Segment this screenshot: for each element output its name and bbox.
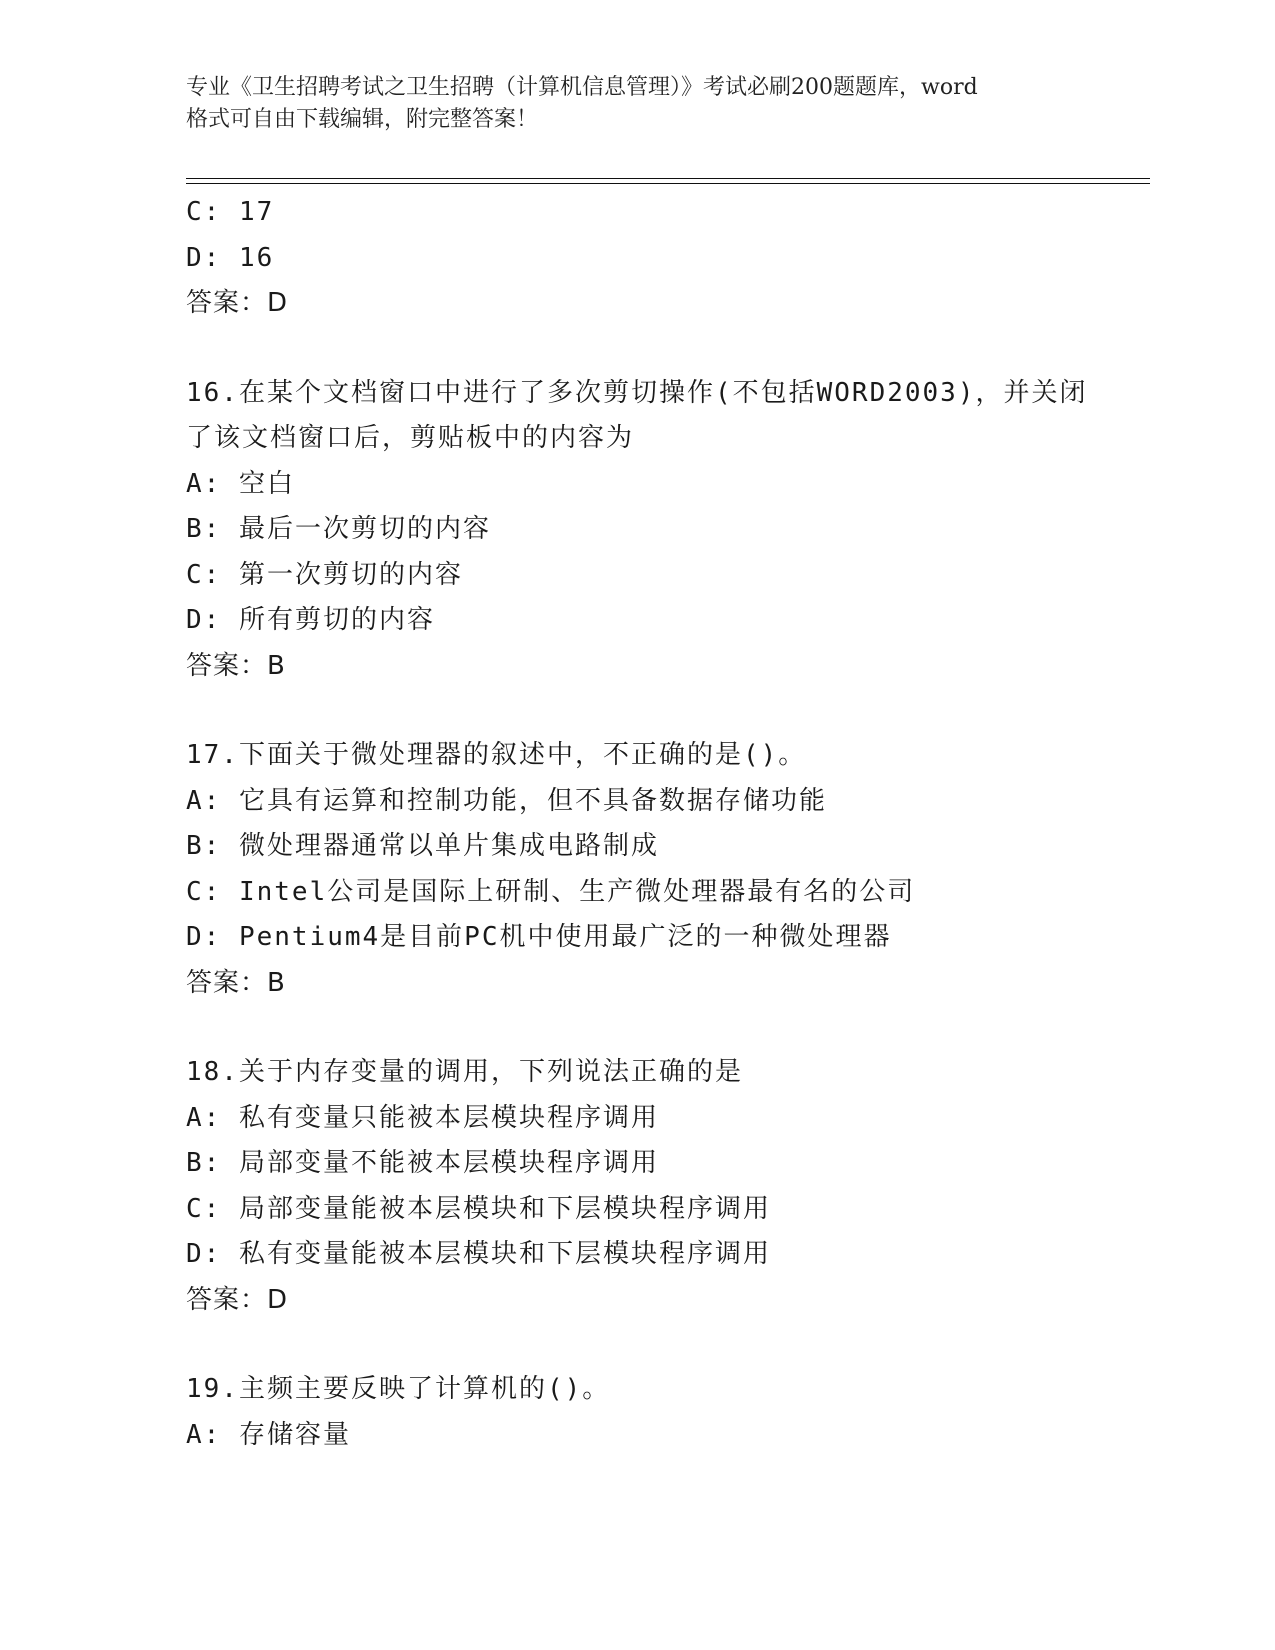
option-b: B: 微处理器通常以单片集成电路制成 — [186, 831, 659, 861]
question-text: 18.关于内存变量的调用，下列说法正确的是 — [186, 1057, 743, 1087]
option-c: C: Intel公司是国际上研制、生产微处理器最有名的公司 — [186, 876, 916, 907]
question-block-prev — [186, 190, 1146, 327]
option-a: A: 它具有运算和控制功能，但不具备数据存储功能 — [186, 785, 827, 816]
question-text-cont: 了该文档窗口后，剪贴板中的内容为 — [186, 423, 635, 453]
option-a: A: 空白 — [186, 468, 295, 499]
option-d: D: 所有剪切的内容 — [186, 605, 435, 635]
question-block-16 — [186, 371, 1146, 690]
option-c: C: 17 — [186, 197, 275, 227]
header-line-2: 格式可自由下载编辑，附完整答案！ — [186, 107, 539, 132]
option-b: B: 最后一次剪切的内容 — [186, 514, 491, 544]
header-divider-bottom — [186, 183, 1150, 184]
question-block-18 — [186, 1050, 1146, 1323]
question-block-17 — [186, 733, 1146, 1006]
option-d: D: Pentium4是目前PC机中使用最广泛的一种微处理器 — [186, 922, 892, 952]
question-text: 16.在某个文档窗口中进行了多次剪切操作(不包括WORD2003)，并关闭 — [186, 377, 1088, 408]
option-d: D: 16 — [186, 242, 275, 273]
option-c: C: 局部变量能被本层模块和下层模块程序调用 — [186, 1193, 771, 1224]
document-header — [186, 72, 1106, 136]
answer-line: 答案：D — [186, 288, 289, 318]
option-a: A: 存储容量 — [186, 1419, 351, 1450]
question-text: 17.下面关于微处理器的叙述中，不正确的是()。 — [186, 740, 807, 770]
option-b: B: 局部变量不能被本层模块程序调用 — [186, 1148, 659, 1178]
question-text: 19.主频主要反映了计算机的()。 — [186, 1374, 611, 1404]
document-content — [186, 190, 1146, 1458]
question-block-19 — [186, 1367, 1146, 1458]
answer-line: 答案：D — [186, 1284, 289, 1315]
option-c: C: 第一次剪切的内容 — [186, 559, 463, 590]
answer-line: 答案：B — [186, 967, 286, 998]
option-d: D: 私有变量能被本层模块和下层模块程序调用 — [186, 1239, 771, 1269]
answer-line: 答案：B — [186, 650, 286, 681]
header-line-1: 专业《卫生招聘考试之卫生招聘（计算机信息管理）》考试必刷200题题库，word — [186, 75, 978, 100]
header-divider-top — [186, 178, 1150, 179]
option-a: A: 私有变量只能被本层模块程序调用 — [186, 1102, 659, 1133]
